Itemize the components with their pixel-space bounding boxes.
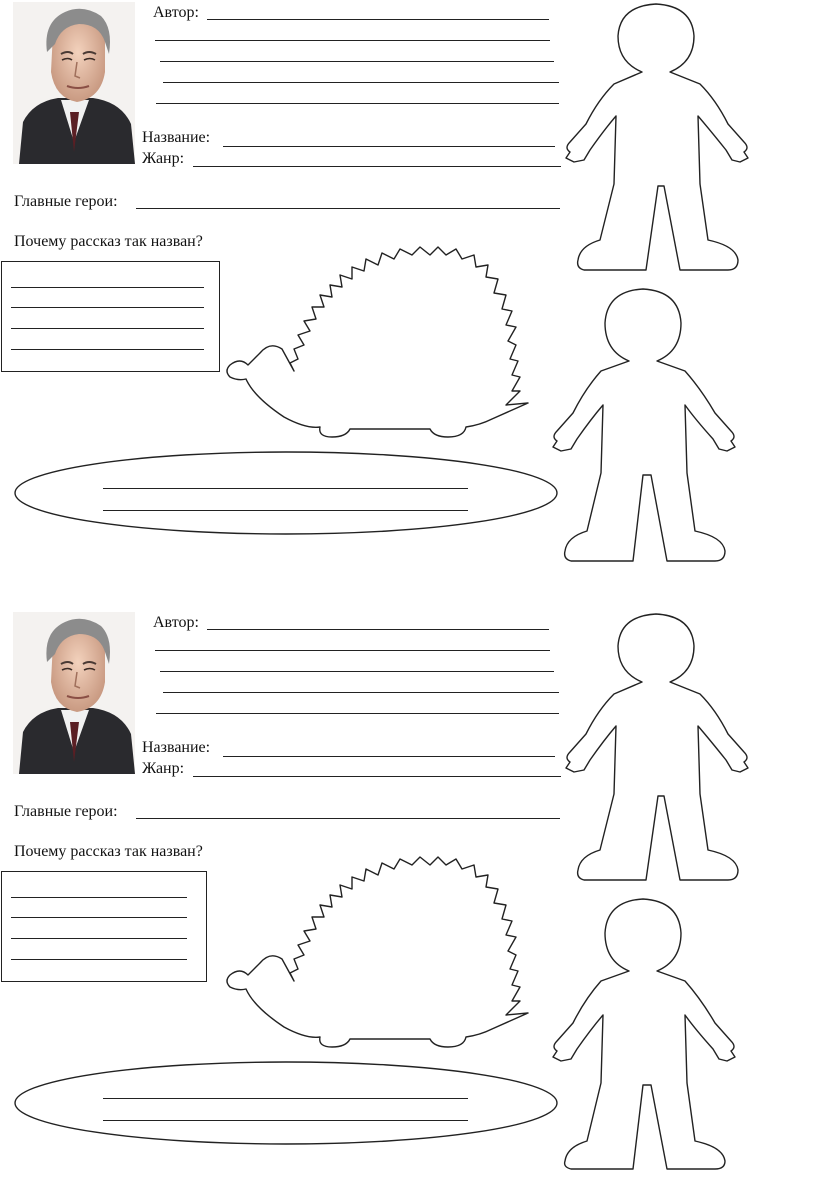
author-label: Автор: xyxy=(153,4,199,21)
heroes-input-line[interactable] xyxy=(136,208,560,209)
person-outline-2 xyxy=(545,285,741,565)
heroes-label: Главные герои: xyxy=(14,193,118,210)
person-outline-1 xyxy=(560,0,756,275)
answer-box[interactable] xyxy=(1,871,207,982)
author-portrait xyxy=(13,612,135,774)
person-outline-1 xyxy=(560,610,756,885)
summary-line-2[interactable] xyxy=(103,1120,468,1121)
question-label: Почему рассказ так назван? xyxy=(14,233,203,250)
author-extra-line-2[interactable] xyxy=(160,61,554,62)
answer-line-3[interactable] xyxy=(11,938,187,939)
answer-line-4[interactable] xyxy=(11,959,187,960)
genre-input-line[interactable] xyxy=(193,166,561,167)
author-extra-line-4[interactable] xyxy=(156,713,559,714)
heroes-label: Главные герои: xyxy=(14,803,118,820)
author-extra-line-3[interactable] xyxy=(163,82,559,83)
author-extra-line-4[interactable] xyxy=(156,103,559,104)
heroes-input-line[interactable] xyxy=(136,818,560,819)
answer-line-4[interactable] xyxy=(11,349,204,350)
author-extra-line-1[interactable] xyxy=(155,650,550,651)
genre-label: Жанр: xyxy=(142,150,185,167)
author-extra-line-3[interactable] xyxy=(163,692,559,693)
author-extra-line-2[interactable] xyxy=(160,671,554,672)
summary-line-2[interactable] xyxy=(103,510,468,511)
person-outline-2 xyxy=(545,895,741,1171)
hedgehog-outline xyxy=(220,855,540,1050)
summary-line-1[interactable] xyxy=(103,1098,468,1099)
author-label: Автор: xyxy=(153,614,199,631)
answer-line-1[interactable] xyxy=(11,287,204,288)
summary-line-1[interactable] xyxy=(103,488,468,489)
author-input-line[interactable] xyxy=(207,629,549,630)
genre-label: Жанр: xyxy=(142,760,185,777)
worksheet-2 xyxy=(0,610,816,1196)
answer-line-2[interactable] xyxy=(11,307,204,308)
genre-input-line[interactable] xyxy=(193,776,561,777)
author-portrait xyxy=(13,2,135,164)
answer-box[interactable] xyxy=(1,261,220,372)
title-label: Название: xyxy=(142,739,211,756)
title-input-line[interactable] xyxy=(223,756,555,757)
author-input-line[interactable] xyxy=(207,19,549,20)
answer-line-2[interactable] xyxy=(11,917,187,918)
hedgehog-outline xyxy=(220,245,540,440)
worksheet-1 xyxy=(0,0,816,586)
title-label: Название: xyxy=(142,129,211,146)
answer-line-1[interactable] xyxy=(11,897,187,898)
question-label: Почему рассказ так назван? xyxy=(14,843,203,860)
author-extra-line-1[interactable] xyxy=(155,40,550,41)
answer-line-3[interactable] xyxy=(11,328,204,329)
summary-ellipse[interactable] xyxy=(9,1060,569,1150)
summary-ellipse[interactable] xyxy=(9,450,569,540)
title-input-line[interactable] xyxy=(223,146,555,147)
